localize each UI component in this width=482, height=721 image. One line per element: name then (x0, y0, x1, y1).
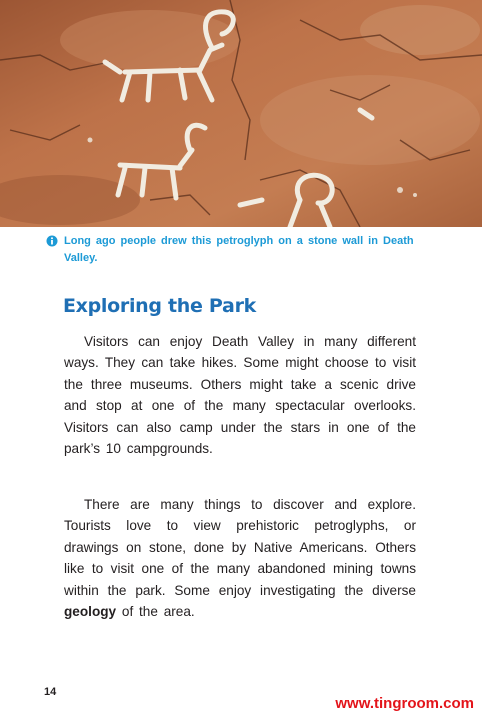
section-heading: Exploring the Park (63, 295, 256, 317)
paragraph-2 (64, 494, 416, 622)
page-number: 14 (44, 686, 57, 698)
glossary-term-geology: geology (64, 604, 117, 620)
watermark-link[interactable]: www.tingroom.com (335, 695, 474, 712)
caption-text: Long ago people drew this petroglyph on a stone wall in Death Valley. (64, 235, 414, 264)
paragraph-2-text-end: of the area. (116, 604, 195, 620)
paragraph-2-text-start: There are many things to discover and explore. Tourists love to view prehistoric petroglyphs, or drawings on stone, done by Native Americans. Others like to visit one of the many abandoned mining towns within the park. Some enjoy investigating the diverse (64, 497, 416, 598)
info-icon (46, 235, 58, 247)
photo-caption (46, 233, 426, 267)
paragraph-1: Visitors can enjoy Death Valley in many different ways. They can take hikes. Some might choose to visit the three museums. Others might take a scenic drive and stop at one of the many spectacular overlooks. Visitors can also camp under the stars in one of the park’s 10 campgrounds. (64, 334, 416, 457)
petroglyph-photo (0, 0, 482, 227)
